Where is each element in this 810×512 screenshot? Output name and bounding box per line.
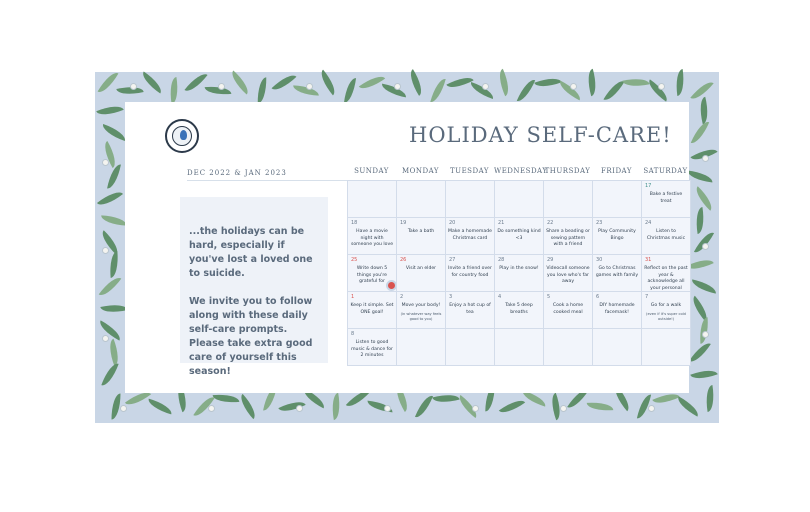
leaf-icon [468,82,496,99]
berry-icon [703,244,708,249]
weekday-header-wednesday: WEDNESDAY [494,167,548,175]
self-care-prompt: Do something kind <3 [497,229,541,241]
leaf-icon [205,85,232,96]
weekday-header-thursday: THURSDAY [544,167,591,175]
calendar-day-23 [592,217,642,255]
leaf-icon [146,399,173,415]
self-care-prompt: Share a beading or sewing pattern with a friend [546,229,590,248]
calendar-empty-cell [396,328,446,366]
leaf-icon [446,72,473,92]
calendar-day-4 [494,291,544,329]
leaf-icon [101,215,127,225]
calendar-day-7 [641,291,691,329]
berry-icon [385,406,390,411]
date-range-label: DEC 2022 & JAN 2023 [187,169,287,177]
weekday-header-friday: FRIDAY [601,167,632,175]
day-number: 5 [547,294,551,300]
leaf-icon [584,69,600,96]
leaf-icon [105,339,123,366]
leaf-icon [674,396,701,416]
self-care-prompt: Go to Christmas games with family [595,266,639,278]
day-number: 2 [400,294,404,300]
leaf-icon [587,401,614,412]
organization-logo-icon [165,119,199,153]
self-care-prompt: DIY homemade facemask! [599,303,635,315]
calendar-empty-cell [445,180,495,218]
self-care-prompt: Play Community Bingo [598,229,636,241]
leaf-icon [692,186,717,211]
self-care-prompt: Take a bath [407,229,435,234]
prompt-note: (even if it's super cold outside!) [646,311,686,321]
calendar-empty-cell [396,180,446,218]
self-care-prompt: Make a homemade Christmas card [448,229,492,241]
leaf-icon [97,187,123,210]
leaf-icon [430,77,445,104]
leaf-icon [184,69,207,95]
self-care-prompt: Visit an elder [405,266,437,271]
leaf-icon [556,81,583,101]
leaf-icon [694,207,707,234]
self-care-prompt: Reflect on the past year & acknowledge all your personal [644,266,688,291]
leaf-icon [101,361,118,389]
berry-icon [395,84,400,89]
leaf-icon [495,69,514,96]
calendar-empty-cell [494,180,544,218]
calendar-day-28 [494,254,544,292]
leaf-icon [688,296,712,322]
self-care-prompt: Play in the snow! [499,266,539,271]
day-number: 26 [400,257,407,263]
berry-icon [131,84,136,89]
calendar-day-8 [347,328,397,366]
calendar-day-31 [641,254,691,292]
self-care-prompt: Invite a friend over for country food [448,266,492,278]
leaf-icon [108,251,119,278]
calendar-day-18 [347,217,397,255]
day-number: 23 [596,220,603,226]
logo-flame-icon [180,130,187,140]
leaf-icon [405,69,426,96]
berry-icon [121,406,126,411]
calendar-empty-cell [494,328,544,366]
calendar-empty-cell [592,328,642,366]
berry-icon [703,332,708,337]
berry-icon [483,84,488,89]
leaf-icon [227,70,252,94]
leaf-icon [257,77,266,103]
leaf-icon [622,75,649,89]
berry-icon [659,84,664,89]
calendar-day-30 [592,254,642,292]
day-number: 28 [498,257,505,263]
calendar-day-25 [347,254,397,292]
leaf-icon [329,393,342,420]
leaf-icon [236,394,260,419]
leaf-icon [100,124,128,141]
day-number: 6 [596,294,600,300]
leaf-icon [112,394,121,420]
calendar-empty-cell [445,328,495,366]
leaf-icon [380,84,407,98]
day-number: 24 [645,220,652,226]
day-number: 21 [498,220,505,226]
self-care-prompt: Enjoy a hot cup of tea [449,303,491,315]
calendar-day-17 [641,180,691,218]
leaf-icon [96,320,123,340]
self-care-prompt: Move your body! (in whatever way feels good to you) [400,303,442,321]
leaf-icon [98,69,119,96]
leaf-icon [344,77,356,104]
day-number: 8 [351,331,355,337]
weekday-header-tuesday: TUESDAY [450,167,489,175]
day-number: 29 [547,257,554,263]
leaf-icon [96,101,123,119]
calendar-day-24 [641,217,691,255]
day-number: 1 [351,294,355,300]
calendar-empty-cell [641,328,691,366]
leaf-icon [690,279,717,293]
leaf-icon [534,74,562,91]
berry-icon [297,406,302,411]
leaf-icon [499,395,525,418]
berry-icon [209,406,214,411]
calendar-day-5 [543,291,593,329]
calendar-empty-cell [347,180,397,218]
calendar-day-26 [396,254,446,292]
self-care-prompt: Have a movie night with someone you love [350,229,394,248]
self-care-prompt: Go for a walk (even if it's super cold outside!) [644,303,688,322]
leaf-icon [272,70,297,95]
leaf-icon [690,366,718,383]
day-number: 20 [449,220,456,226]
leaf-icon [116,83,143,98]
berry-icon [307,84,312,89]
self-care-prompt: Cook a home cooked meal [552,303,584,315]
self-care-prompt: Listen to Christmas music [646,229,686,241]
calendar-day-29 [543,254,593,292]
self-care-prompt: Bake a festive treat [649,192,683,204]
leaf-icon [213,393,240,404]
day-number: 17 [645,183,652,189]
weekday-header-saturday: SATURDAY [643,167,688,175]
berry-icon [473,406,478,411]
leaf-icon [696,97,711,124]
day-number: 22 [547,220,554,226]
leaf-icon [691,119,709,146]
leaf-icon [603,77,624,104]
calendar-day-1 [347,291,397,329]
self-care-prompt: Keep it simple. Set ONE goal! [350,303,394,315]
berry-icon [703,156,708,161]
leaf-icon [100,301,127,316]
calendar-day-19 [396,217,446,255]
weekday-header-sunday: SUNDAY [354,167,389,175]
calendar-empty-cell [592,180,642,218]
calendar-day-3 [445,291,495,329]
calendar-day-2 [396,291,446,329]
calendar-day-21 [494,217,544,255]
intro-paragraph-2: We invite you to follow along with these daily self-care prompts. Please take extra good care of yourself this season! [189,296,313,377]
leaf-icon [704,385,717,412]
prompt-note: (in whatever way feels good to you) [400,311,442,321]
leaf-icon [645,79,671,101]
calendar-empty-cell [543,328,593,366]
calendar-day-6 [592,291,642,329]
day-number: 18 [351,220,358,226]
day-number: 19 [400,220,407,226]
leaf-icon [316,70,340,96]
intro-panel [180,197,328,377]
leaf-icon [293,85,319,95]
leaf-icon [690,144,717,165]
self-care-prompt: Take 5 deep breaths [505,303,533,315]
logo-inner-ring [172,126,192,146]
page-title: HOLIDAY SELF-CARE! [409,123,672,147]
calendar-day-27 [445,254,495,292]
day-number: 30 [596,257,603,263]
berry-icon [219,84,224,89]
berry-icon [103,160,108,165]
berry-icon [103,336,108,341]
calendar-day-20 [445,217,495,255]
day-number: 3 [449,294,453,300]
berry-icon [649,406,654,411]
leaf-icon [98,230,123,255]
date-divider [187,180,347,181]
self-care-prompt: Listen to good music & dance for 2 minutes [351,340,393,359]
leaf-icon [674,69,687,96]
calendar-card [125,102,689,393]
berry-icon [561,406,566,411]
leaf-icon [168,77,181,104]
day-number: 4 [498,294,502,300]
leaf-icon [107,163,121,190]
calendar-empty-cell [543,180,593,218]
day-number: 31 [645,257,652,263]
leaf-icon [415,393,433,420]
berry-icon [103,248,108,253]
self-care-prompt: Videocall someone you love who's far away [546,266,590,285]
leaf-icon [699,317,710,344]
day-number: 7 [645,294,649,300]
day-number: 25 [351,257,358,263]
berry-icon [571,84,576,89]
intro-paragraph-1: ...the holidays can be hard, especially if you've lost a loved one to suicide. [189,226,313,279]
day-number: 27 [449,257,456,263]
calendar-day-22 [543,217,593,255]
holiday-slide [95,72,719,423]
self-care-prompt: Write down 5 things you're grateful for [356,266,388,285]
weekday-header-monday: MONDAY [401,167,440,175]
leaf-icon [432,391,459,406]
leaf-icon [517,77,535,104]
